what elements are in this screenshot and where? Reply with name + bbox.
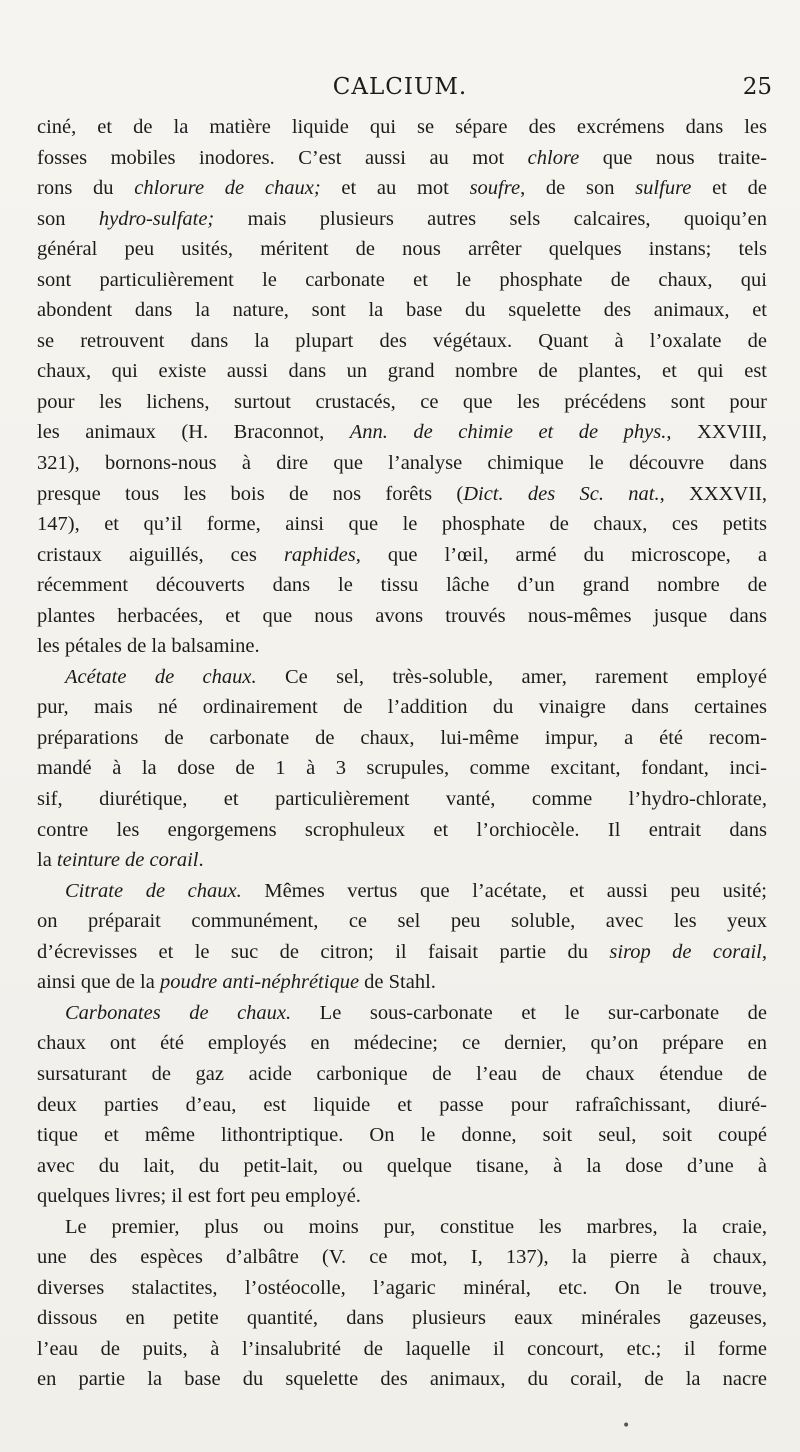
text-line: les pétales de la balsamine. — [37, 635, 260, 658]
text-line: sursaturant de gaz acide carbonique de l’eau de chaux étendue de — [37, 1062, 767, 1085]
text-line: en partie la base du squelette des animaux, du corail, de la nacre — [37, 1368, 767, 1391]
bottom-mark: • — [622, 1418, 631, 1434]
text-line: sif, diurétique, et particulièrement vanté, comme l’hydro-chlorate, — [37, 788, 767, 811]
text-line: l’eau de puits, à l’insalubrité de laquelle il concourt, etc.; il forme — [37, 1337, 767, 1360]
text-line: 321), bornons-nous à dire que l’analyse chimique le découvre dans — [37, 452, 767, 475]
text-line: quelques livres; il est fort peu employé. — [37, 1185, 361, 1208]
text-line: récemment découverts dans le tissu lâche d’un grand nombre de — [37, 574, 767, 597]
running-head: CALCIUM. — [332, 74, 468, 100]
text-line: tique et même lithontriptique. On le donne, soit seul, soit coupé — [37, 1124, 767, 1147]
text-line: chaux, qui existe aussi dans un grand nombre de plantes, et qui est — [37, 360, 767, 383]
text-line: Le premier, plus ou moins pur, constitue les marbres, la craie, — [65, 1215, 767, 1238]
text-line: Citrate de chaux. Mêmes vertus que l’acétate, et aussi peu usité; — [65, 879, 767, 902]
text-line: cristaux aiguillés, ces raphides, que l’œil, armé du microscope, a — [37, 543, 767, 566]
text-line: plantes herbacées, et que nous avons trouvés nous-mêmes jusque dans — [37, 604, 767, 627]
text-line: ainsi que de la poudre anti-néphrétique de Stahl. — [37, 971, 436, 994]
text-line: d’écrevisses et le suc de citron; il faisait partie du sirop de corail, — [37, 940, 767, 963]
text-line: on préparait communément, ce sel peu soluble, avec les yeux — [37, 910, 767, 933]
text-line: rons du chlorure de chaux; et au mot soufre, de son sulfure et de — [37, 177, 767, 200]
text-line: pour les lichens, surtout crustacés, ce que les précédens sont pour — [37, 390, 767, 413]
text-line: son hydro-sulfate; mais plusieurs autres sels calcaires, quoiqu’en — [37, 207, 767, 230]
text-line: les animaux (H. Braconnot, Ann. de chimie et de phys., XXVIII, — [37, 421, 767, 444]
text-line: général peu usités, méritent de nous arrêter quelques instans; tels — [37, 238, 767, 261]
text-line: se retrouvent dans la plupart des végétaux. Quant à l’oxalate de — [37, 329, 767, 352]
text-line: chaux ont été employés en médecine; ce dernier, qu’on prépare en — [37, 1032, 767, 1055]
text-line: la teinture de corail. — [37, 849, 204, 872]
text-line: préparations de carbonate de chaux, lui-même impur, a été recom- — [37, 726, 767, 749]
text-line: pur, mais né ordinairement de l’addition du vinaigre dans certaines — [37, 696, 767, 719]
text-line: Acétate de chaux. Ce sel, très-soluble, amer, rarement employé — [65, 665, 767, 688]
text-line: Carbonates de chaux. Le sous-carbonate et le sur-carbonate de — [65, 1001, 767, 1024]
page-number: 25 — [742, 74, 772, 100]
page-header — [0, 74, 800, 110]
text-line: diverses stalactites, l’ostéocolle, l’agaric minéral, etc. On le trouve, — [37, 1276, 767, 1299]
text-line: une des espèces d’albâtre (V. ce mot, I, 137), la pierre à chaux, — [37, 1246, 767, 1269]
text-line: dissous en petite quantité, dans plusieurs eaux minérales gazeuses, — [37, 1307, 767, 1330]
text-line: deux parties d’eau, est liquide et passe pour rafraîchissant, diuré- — [37, 1093, 767, 1116]
text-line: avec du lait, du petit-lait, ou quelque tisane, à la dose d’une à — [37, 1154, 767, 1177]
text-line: contre les engorgemens scrophuleux et l’orchiocèle. Il entrait dans — [37, 818, 767, 841]
text-line: fosses mobiles inodores. C’est aussi au mot chlore que nous traite- — [37, 146, 767, 169]
text-line: 147), et qu’il forme, ainsi que le phosphate de chaux, ces petits — [37, 513, 767, 536]
body-text — [37, 112, 767, 1395]
text-line: ciné, et de la matière liquide qui se sépare des excrémens dans les — [37, 116, 767, 138]
text-line: presque tous les bois de nos forêts (Dict. des Sc. nat., XXXVII, — [37, 482, 768, 505]
text-line: sont particulièrement le carbonate et le phosphate de chaux, qui — [37, 268, 767, 291]
text-line: mandé à la dose de 1 à 3 scrupules, comme excitant, fondant, inci- — [37, 757, 767, 780]
text-line: abondent dans la nature, sont la base du squelette des animaux, et — [37, 299, 767, 322]
